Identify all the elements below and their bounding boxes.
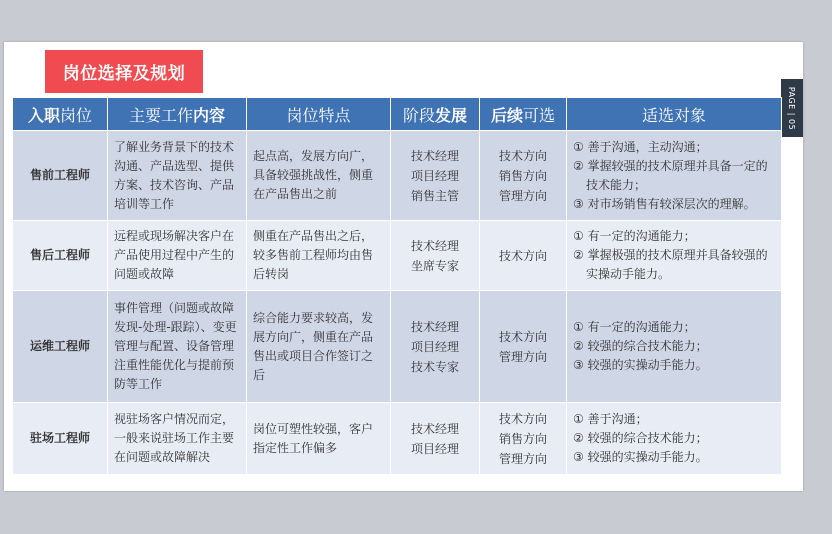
- header-cell-next: [480, 98, 567, 131]
- stage-cell: [391, 221, 480, 291]
- target-item: ① 善于沟通，主动沟通；: [573, 139, 708, 154]
- stage-item: 技术经理: [410, 319, 459, 334]
- targets-cell: [567, 221, 782, 291]
- table-row: [13, 291, 782, 403]
- header-part: 发展: [435, 105, 468, 125]
- table-row: [13, 131, 782, 221]
- target-item: ③ 对市场销售有较深层次的理解。: [573, 196, 756, 211]
- next-cell: [480, 291, 567, 403]
- next-cell: [480, 403, 567, 475]
- work-cell: 事件管理（问题或故障发现-处理-跟踪）、变更管理与配置、设备管理注重性能优化与提前预防等工作: [108, 291, 247, 403]
- header-part: 可选: [523, 105, 556, 125]
- traits-cell: 综合能力要求较高，发展方向广，侧重在产品售出或项目合作签订之后: [247, 291, 391, 403]
- traits-cell: 侧重在产品售出之后，较多售前工程师均由售后转岗: [247, 221, 391, 291]
- table-header-row: [13, 98, 782, 131]
- next-item: 管理方向: [498, 188, 547, 203]
- header-part: 内容: [193, 105, 226, 125]
- stage-item: 项目经理: [410, 339, 459, 354]
- traits-cell: 岗位可塑性较强，客户指定性工作偏多: [247, 403, 391, 475]
- target-item: ② 掌握极强的技术原理并具备较强的实操动手能力。: [573, 248, 768, 281]
- stage-item: 技术经理: [410, 421, 459, 436]
- target-item: ② 掌握较强的技术原理并具备一定的技术能力；: [573, 158, 768, 192]
- work-cell: 了解业务背景下的技术沟通、产品选型、提供方案、技术咨询、产品培训等工作: [108, 131, 247, 221]
- stage-item: 项目经理: [410, 168, 459, 183]
- target-item: ① 善于沟通；: [573, 412, 648, 426]
- header-part: 适选对象: [641, 105, 706, 125]
- stage-cell: [391, 131, 480, 221]
- next-cell: [480, 131, 567, 221]
- target-item: ① 有一定的沟通能力；: [573, 320, 696, 334]
- header-cell-stage: [391, 98, 480, 131]
- role-cell: 运维工程师: [13, 291, 108, 403]
- targets-cell: [567, 291, 782, 403]
- target-item: ① 有一定的沟通能力；: [573, 229, 696, 243]
- stage-item: 技术专家: [410, 359, 459, 374]
- target-item: ② 较强的综合技术能力；: [573, 431, 708, 445]
- header-part: 后续: [490, 105, 523, 125]
- stage-cell: [391, 291, 480, 403]
- next-item: 管理方向: [498, 451, 547, 466]
- next-item: 技术方向: [498, 248, 547, 263]
- next-cell: [480, 221, 567, 291]
- header-cell-work: [108, 98, 247, 131]
- stage-item: 销售主管: [410, 188, 459, 203]
- target-item: ③ 较强的实操动手能力。: [573, 450, 708, 464]
- header-part: 入职: [27, 105, 60, 125]
- table-row: [13, 221, 782, 291]
- header-part: 主要工作: [128, 105, 193, 125]
- stage-item: 技术经理: [410, 238, 459, 253]
- targets-cell: [567, 403, 782, 475]
- position-table: [12, 97, 782, 475]
- header-part: 阶段: [402, 105, 435, 125]
- role-cell: 售前工程师: [13, 131, 108, 221]
- header-part: 岗位: [60, 105, 93, 125]
- header-cell-targets: [567, 98, 782, 131]
- stage-item: 技术经理: [410, 148, 459, 163]
- slide: [4, 42, 803, 491]
- role-cell: 售后工程师: [13, 221, 108, 291]
- work-cell: 远程或现场解决客户在产品使用过程中产生的问题或故障: [108, 221, 247, 291]
- next-item: 管理方向: [498, 349, 547, 364]
- header-part: 岗位特点: [286, 105, 351, 125]
- slide-title: 岗位选择及规划: [45, 50, 203, 93]
- next-item: 技术方向: [498, 329, 547, 344]
- stage-cell: [391, 403, 480, 475]
- work-cell: 视驻场客户情况而定，一般来说驻场工作主要在问题或故障解决: [108, 403, 247, 475]
- target-item: ③ 较强的实操动手能力。: [573, 358, 708, 372]
- traits-cell: 起点高，发展方向广，具备较强挑战性，侧重在产品售出之前: [247, 131, 391, 221]
- workspace-top: [0, 0, 832, 42]
- role-cell: 驻场工程师: [13, 403, 108, 475]
- target-item: ② 较强的综合技术能力；: [573, 339, 708, 353]
- stage-item: 坐席专家: [410, 258, 459, 273]
- next-item: 技术方向: [498, 411, 547, 426]
- next-item: 技术方向: [498, 148, 547, 163]
- table-row: [13, 403, 782, 475]
- header-cell-traits: [247, 98, 391, 131]
- stage-item: 项目经理: [410, 441, 459, 456]
- page-number: PAGE | 05: [787, 86, 797, 130]
- header-cell-role: [13, 98, 108, 131]
- next-item: 销售方向: [498, 431, 547, 446]
- next-item: 销售方向: [498, 168, 547, 183]
- targets-cell: [567, 131, 782, 221]
- page-number-tab: [781, 79, 803, 137]
